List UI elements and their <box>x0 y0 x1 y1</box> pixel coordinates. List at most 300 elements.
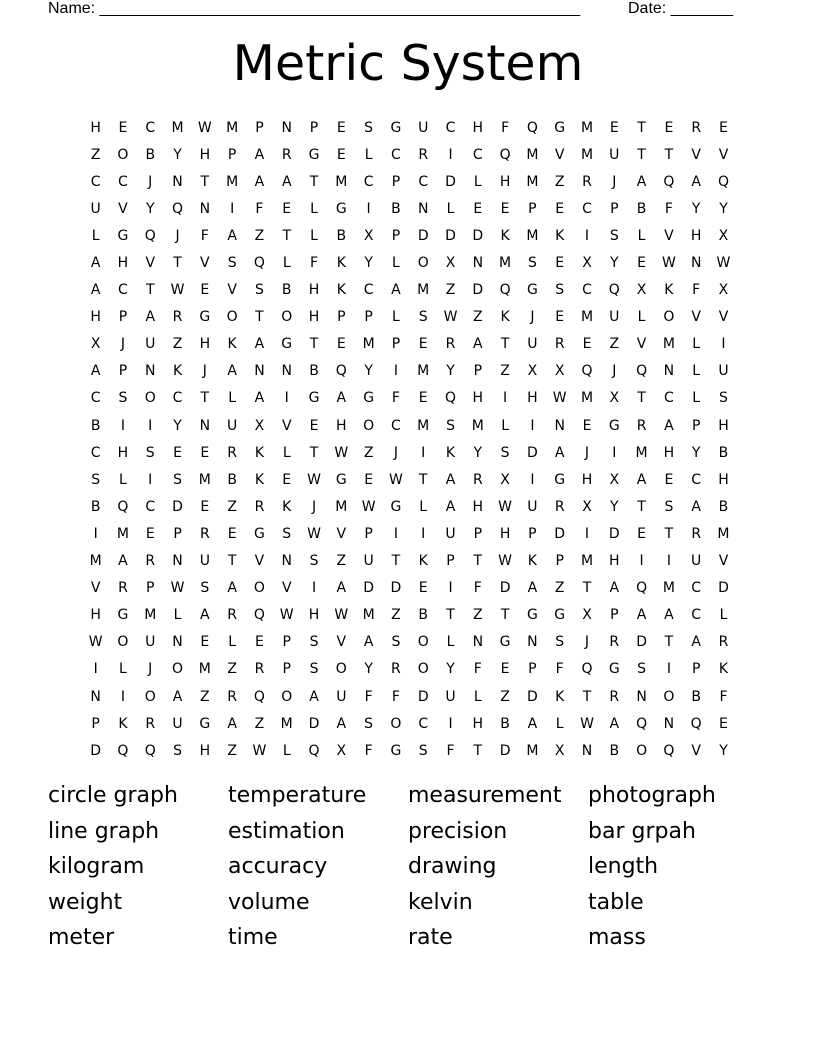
word-bank-item: bar grpah <box>588 818 696 844</box>
grid-row <box>82 575 738 602</box>
grid-letter: D <box>417 688 429 705</box>
grid-letter: F <box>391 688 400 705</box>
grid-letter: W <box>498 498 513 515</box>
grid-letter: H <box>472 390 484 407</box>
grid-letter: O <box>636 742 648 759</box>
grid-letter: I <box>421 525 426 542</box>
grid-letter: L <box>392 309 400 326</box>
grid-letter: A <box>118 553 128 570</box>
grid-letter: O <box>117 634 129 651</box>
grid-letter: M <box>362 336 375 353</box>
grid-letter: G <box>608 417 620 434</box>
grid-letter: V <box>254 553 265 570</box>
grid-letter: S <box>719 390 728 407</box>
grid-letter: Z <box>254 715 265 732</box>
grid-row <box>82 737 738 764</box>
grid-letter: F <box>664 200 673 217</box>
grid-letter: Z <box>500 363 510 380</box>
grid-letter: F <box>501 119 510 136</box>
grid-letter: Q <box>608 282 620 299</box>
grid-letter: P <box>364 309 373 326</box>
grid-letter: W <box>170 580 185 597</box>
grid-letter: B <box>227 471 237 488</box>
grid-letter: Q <box>253 688 265 705</box>
grid-letter: N <box>90 688 101 705</box>
grid-letter: E <box>418 390 428 407</box>
word-search-grid <box>82 114 738 764</box>
grid-letter: I <box>448 580 453 597</box>
grid-letter: I <box>393 525 398 542</box>
grid-letter: Q <box>117 498 129 515</box>
grid-letter: G <box>554 471 566 488</box>
grid-letter: U <box>145 336 156 353</box>
grid-letter: R <box>145 715 156 732</box>
grid-letter: E <box>555 200 565 217</box>
word-bank-item: mass <box>588 925 646 951</box>
grid-letter: M <box>662 580 675 597</box>
grid-letter: Q <box>117 742 129 759</box>
page-title: Metric System <box>232 35 584 92</box>
grid-letter: P <box>282 661 291 678</box>
grid-letter: R <box>227 444 237 461</box>
grid-letter: V <box>336 634 347 651</box>
grid-letter: H <box>718 417 729 434</box>
grid-letter: G <box>363 390 375 407</box>
grid-letter: K <box>282 498 292 515</box>
grid-letter: I <box>530 471 535 488</box>
grid-letter: A <box>254 336 265 353</box>
grid-letter: S <box>309 634 319 651</box>
grid-letter: Y <box>364 255 373 272</box>
grid-letter: S <box>555 634 565 651</box>
grid-letter: X <box>500 471 510 488</box>
grid-row <box>82 249 738 276</box>
grid-letter: G <box>335 471 347 488</box>
grid-letter: S <box>391 634 401 651</box>
grid-letter: A <box>636 173 647 190</box>
grid-letter: C <box>363 282 374 299</box>
grid-letter: Q <box>144 227 156 244</box>
grid-letter: L <box>419 498 428 515</box>
grid-letter: A <box>336 715 347 732</box>
grid-letter: Y <box>364 661 373 678</box>
grid-letter: N <box>172 173 183 190</box>
grid-letter: Q <box>663 742 675 759</box>
grid-letter: E <box>582 336 592 353</box>
grid-letter: I <box>530 417 535 434</box>
grid-letter: U <box>227 417 238 434</box>
grid-letter: Q <box>335 363 347 380</box>
grid-letter: L <box>119 661 127 678</box>
grid-letter: U <box>609 309 620 326</box>
grid-letter: U <box>609 146 620 163</box>
grid-letter: O <box>281 309 293 326</box>
grid-letter: Y <box>691 200 701 217</box>
grid-letter: S <box>364 119 374 136</box>
grid-letter: M <box>198 471 211 488</box>
grid-letter: Q <box>308 742 320 759</box>
grid-letter: C <box>445 119 456 136</box>
grid-letter: X <box>609 390 620 407</box>
grid-letter: E <box>118 119 128 136</box>
grid-letter: C <box>582 282 592 299</box>
grid-letter: N <box>199 200 211 217</box>
grid-letter: E <box>664 119 674 136</box>
grid-letter: V <box>691 742 701 759</box>
grid-letter: U <box>527 336 538 353</box>
grid-letter: K <box>254 444 265 461</box>
grid-letter: H <box>499 525 511 542</box>
grid-letter: W <box>170 282 185 299</box>
grid-letter: O <box>226 309 238 326</box>
grid-letter: C <box>418 715 429 732</box>
grid-letter: E <box>200 498 210 515</box>
grid-letter: H <box>663 444 675 461</box>
grid-row <box>82 277 738 304</box>
grid-letter: T <box>391 553 401 570</box>
grid-letter: P <box>118 363 128 380</box>
grid-letter: J <box>530 309 535 326</box>
grid-letter: R <box>145 553 156 570</box>
grid-letter: E <box>200 634 210 651</box>
grid-letter: X <box>718 282 729 299</box>
grid-letter: E <box>309 417 319 434</box>
grid-letter: A <box>691 498 701 515</box>
grid-letter: E <box>555 309 565 326</box>
grid-letter: T <box>446 607 455 624</box>
grid-letter: E <box>637 525 647 542</box>
word-bank-item: table <box>588 889 644 915</box>
grid-letter: F <box>446 742 455 759</box>
grid-row <box>82 656 738 683</box>
grid-row <box>82 358 738 385</box>
grid-row <box>82 141 738 168</box>
grid-letter: F <box>364 688 373 705</box>
grid-letter: U <box>90 200 101 217</box>
grid-letter: A <box>391 282 401 299</box>
grid-letter: R <box>254 661 265 678</box>
grid-letter: J <box>148 173 153 190</box>
grid-letter: C <box>391 417 401 434</box>
grid-letter: P <box>118 309 128 326</box>
grid-letter: W <box>88 634 103 651</box>
grid-letter: V <box>664 227 674 244</box>
grid-letter: M <box>471 417 484 434</box>
grid-letter: X <box>718 227 729 244</box>
grid-letter: H <box>199 742 211 759</box>
grid-letter: A <box>227 363 237 380</box>
grid-letter: A <box>200 607 210 624</box>
grid-letter: M <box>335 498 348 515</box>
grid-letter: Y <box>719 742 728 759</box>
grid-letter: W <box>334 607 349 624</box>
grid-letter: R <box>609 688 620 705</box>
grid-letter: P <box>610 607 619 624</box>
grid-letter: A <box>254 173 265 190</box>
grid-letter: Q <box>499 282 511 299</box>
grid-letter: Y <box>610 255 619 272</box>
grid-letter: G <box>281 336 293 353</box>
grid-letter: G <box>390 498 402 515</box>
grid-letter: Z <box>200 688 210 705</box>
grid-letter: Z <box>254 227 265 244</box>
grid-letter: Y <box>446 363 455 380</box>
grid-letter: D <box>608 525 620 542</box>
grid-letter: A <box>336 390 347 407</box>
grid-letter: Q <box>690 715 702 732</box>
grid-letter: H <box>199 146 211 163</box>
grid-letter: O <box>390 715 402 732</box>
grid-letter: R <box>281 146 292 163</box>
grid-letter: S <box>364 715 374 732</box>
grid-letter: W <box>279 607 294 624</box>
grid-letter: N <box>554 417 565 434</box>
word-bank-item: drawing <box>408 854 497 880</box>
grid-letter: E <box>473 200 483 217</box>
grid-row <box>82 168 738 195</box>
grid-letter: G <box>499 634 511 651</box>
grid-letter: Y <box>691 444 701 461</box>
grid-letter: X <box>609 471 620 488</box>
grid-letter: P <box>473 525 483 542</box>
grid-letter: V <box>691 309 701 326</box>
grid-letter: N <box>527 634 538 651</box>
grid-letter: M <box>198 661 211 678</box>
grid-letter: H <box>308 607 320 624</box>
grid-letter: E <box>418 580 428 597</box>
grid-letter: N <box>663 363 675 380</box>
grid-letter: S <box>282 525 292 542</box>
grid-letter: X <box>582 255 592 272</box>
grid-letter: K <box>555 227 565 244</box>
grid-row <box>82 520 738 547</box>
grid-letter: M <box>226 173 239 190</box>
grid-letter: I <box>366 200 371 217</box>
grid-letter: R <box>391 661 401 678</box>
grid-letter: R <box>554 498 565 515</box>
grid-letter: Z <box>391 607 401 624</box>
word-bank-item: estimation <box>228 818 345 844</box>
grid-letter: G <box>608 661 620 678</box>
grid-letter: P <box>282 634 291 651</box>
grid-letter: L <box>692 363 701 380</box>
grid-letter: H <box>90 119 101 136</box>
grid-letter: G <box>554 119 566 136</box>
grid-letter: W <box>197 119 212 136</box>
grid-letter: D <box>499 580 511 597</box>
grid-letter: A <box>691 634 701 651</box>
grid-letter: G <box>199 715 211 732</box>
grid-letter: K <box>172 363 183 380</box>
name-field: Name: ______________________________________________________ <box>48 0 581 17</box>
grid-row <box>82 548 738 575</box>
grid-letter: B <box>691 688 701 705</box>
grid-letter: S <box>91 471 101 488</box>
word-bank-item: temperature <box>228 783 367 808</box>
grid-letter: V <box>227 282 237 299</box>
grid-letter: Z <box>227 742 237 759</box>
grid-letter: A <box>609 715 620 732</box>
grid-row <box>82 493 738 520</box>
grid-letter: G <box>117 227 129 244</box>
grid-letter: Q <box>663 173 675 190</box>
grid-letter: V <box>90 580 101 597</box>
grid-letter: A <box>527 580 538 597</box>
grid-letter: R <box>254 498 265 515</box>
grid-letter: G <box>526 607 538 624</box>
grid-letter: T <box>309 173 319 190</box>
grid-letter: E <box>555 255 565 272</box>
grid-letter: F <box>473 580 482 597</box>
grid-letter: G <box>335 200 347 217</box>
grid-letter: E <box>336 336 346 353</box>
grid-letter: E <box>145 525 155 542</box>
grid-letter: V <box>200 255 210 272</box>
grid-letter: E <box>200 282 210 299</box>
grid-letter: I <box>421 444 426 461</box>
grid-letter: H <box>90 309 101 326</box>
grid-letter: Q <box>253 255 265 272</box>
grid-letter: Z <box>500 688 510 705</box>
grid-letter: V <box>718 553 729 570</box>
grid-letter: Z <box>473 309 483 326</box>
grid-letter: I <box>639 553 644 570</box>
grid-letter: I <box>448 715 453 732</box>
grid-letter: H <box>472 715 484 732</box>
grid-letter: K <box>254 471 265 488</box>
grid-letter: Z <box>554 580 565 597</box>
grid-letter: V <box>636 336 647 353</box>
grid-letter: Q <box>717 173 729 190</box>
word-bank-item: volume <box>228 889 310 915</box>
grid-letter: U <box>363 553 374 570</box>
grid-letter: I <box>584 525 590 542</box>
grid-row <box>82 222 738 249</box>
grid-letter: D <box>554 525 566 542</box>
grid-letter: W <box>361 498 376 515</box>
grid-letter: P <box>364 525 373 542</box>
word-bank-item: kilogram <box>48 854 145 880</box>
grid-letter: I <box>612 444 617 461</box>
grid-letter: A <box>445 471 456 488</box>
grid-letter: L <box>282 742 291 759</box>
grid-letter: I <box>120 417 126 434</box>
grid-letter: E <box>719 715 728 732</box>
grid-letter: P <box>309 119 319 136</box>
grid-letter: T <box>637 498 646 515</box>
grid-letter: F <box>555 661 564 678</box>
grid-letter: A <box>227 580 237 597</box>
grid-letter: K <box>336 255 346 272</box>
grid-letter: P <box>691 661 701 678</box>
grid-letter: P <box>391 336 401 353</box>
grid-letter: C <box>691 580 702 597</box>
grid-letter: T <box>473 553 483 570</box>
grid-letter: O <box>117 146 129 163</box>
grid-letter: G <box>199 309 211 326</box>
grid-letter: P <box>146 580 155 597</box>
grid-letter: L <box>228 634 237 651</box>
grid-letter: I <box>393 363 398 380</box>
grid-letter: W <box>252 742 267 759</box>
grid-letter: L <box>555 715 564 732</box>
grid-letter: A <box>527 715 538 732</box>
grid-letter: G <box>308 146 320 163</box>
grid-letter: X <box>554 742 565 759</box>
grid-letter: S <box>446 417 455 434</box>
grid-letter: X <box>363 227 374 244</box>
grid-row <box>82 439 738 466</box>
grid-letter: R <box>636 417 647 434</box>
grid-letter: C <box>691 471 702 488</box>
grid-letter: D <box>445 227 456 244</box>
grid-letter: J <box>612 173 617 190</box>
grid-letter: M <box>335 173 348 190</box>
grid-letter: M <box>144 607 157 624</box>
grid-letter: D <box>499 742 511 759</box>
grid-letter: L <box>692 390 701 407</box>
grid-letter: I <box>666 661 671 678</box>
grid-letter: M <box>526 173 539 190</box>
grid-letter: D <box>472 227 484 244</box>
grid-letter: H <box>336 417 347 434</box>
grid-letter: S <box>173 471 182 488</box>
grid-letter: I <box>284 390 289 407</box>
grid-letter: T <box>664 634 674 651</box>
grid-letter: H <box>308 309 320 326</box>
grid-letter: F <box>364 742 373 759</box>
grid-letter: M <box>662 336 675 353</box>
grid-letter: A <box>90 282 101 299</box>
grid-letter: A <box>609 580 620 597</box>
word-bank-item: kelvin <box>408 889 473 915</box>
grid-letter: G <box>117 607 129 624</box>
grid-letter: A <box>90 363 101 380</box>
grid-letter: S <box>527 255 537 272</box>
grid-letter: J <box>584 634 590 651</box>
grid-letter: G <box>390 742 402 759</box>
grid-letter: A <box>554 444 565 461</box>
grid-letter: T <box>200 173 210 190</box>
grid-letter: A <box>145 309 156 326</box>
grid-letter: T <box>309 444 319 461</box>
grid-letter: Q <box>636 580 648 597</box>
grid-letter: U <box>445 688 456 705</box>
grid-letter: C <box>418 173 429 190</box>
grid-letter: C <box>472 146 483 163</box>
grid-letter: B <box>145 146 156 163</box>
grid-letter: A <box>636 607 647 624</box>
grid-letter: C <box>663 390 674 407</box>
grid-letter: J <box>393 444 398 461</box>
word-bank-item: accuracy <box>228 854 328 880</box>
grid-letter: H <box>581 471 593 488</box>
grid-letter: D <box>172 498 183 515</box>
grid-letter: S <box>118 390 128 407</box>
grid-letter: V <box>281 417 292 434</box>
grid-letter: H <box>90 607 101 624</box>
grid-letter: I <box>230 200 235 217</box>
grid-letter: J <box>202 363 207 380</box>
grid-letter: I <box>311 580 317 597</box>
grid-letter: S <box>418 742 428 759</box>
grid-letter: H <box>117 444 129 461</box>
grid-letter: R <box>199 525 210 542</box>
grid-letter: P <box>391 227 401 244</box>
grid-row <box>82 331 738 358</box>
grid-letter: R <box>172 309 183 326</box>
grid-letter: H <box>690 227 702 244</box>
